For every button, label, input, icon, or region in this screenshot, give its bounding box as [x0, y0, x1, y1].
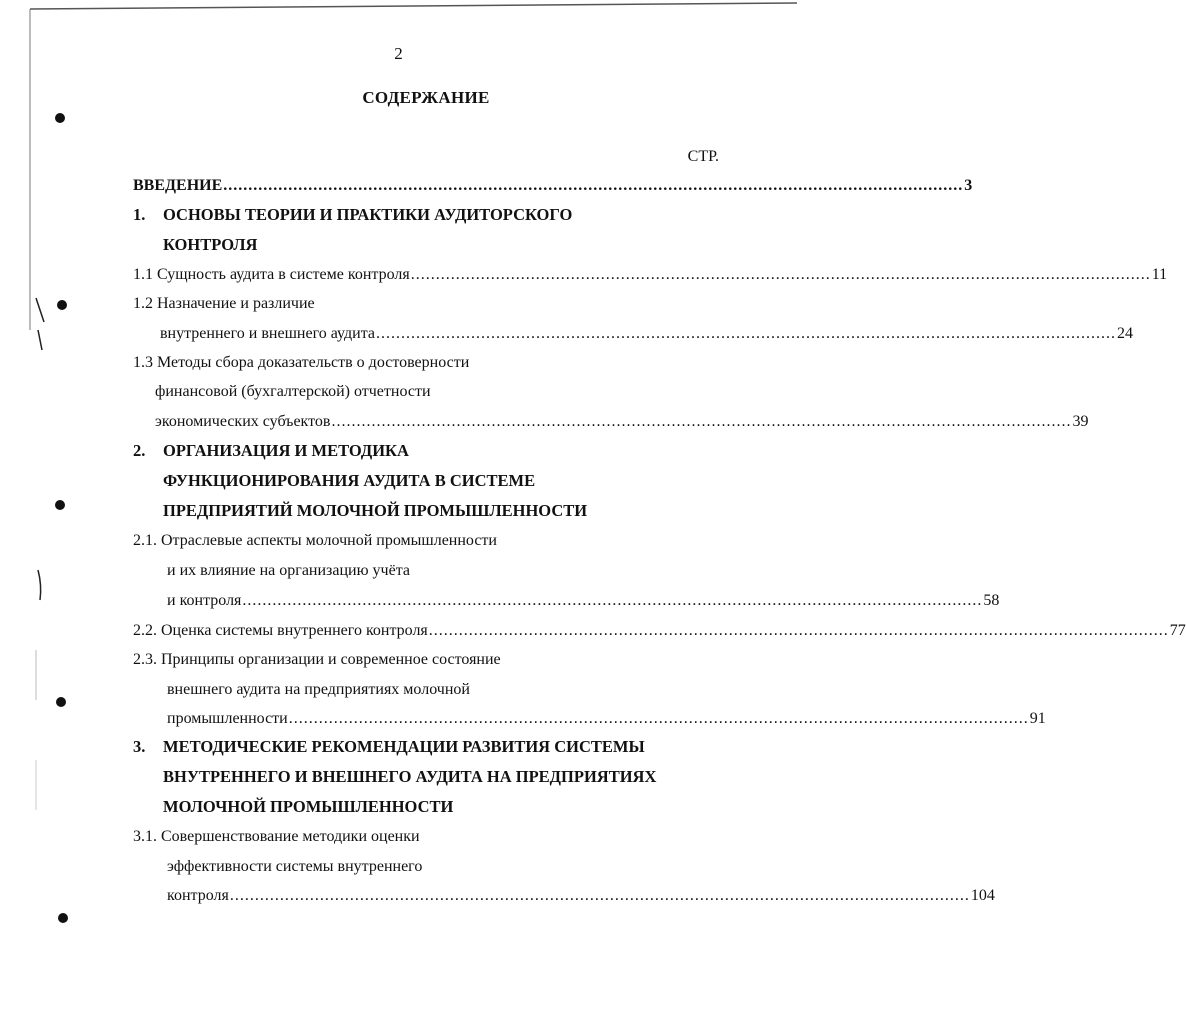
entry-page: 24 — [1117, 325, 1133, 342]
entry-page: 58 — [983, 592, 1000, 609]
chapter-title: ОРГАНИЗАЦИЯ И МЕТОДИКА — [163, 441, 409, 460]
page-column-label: СТР. — [687, 148, 719, 165]
toc-section-2-2 — [133, 621, 1186, 641]
toc-chapter-3-cont: ВНУТРЕННЕГО И ВНЕШНЕГО АУДИТА НА ПРЕДПРИЯТИЯХ — [163, 767, 657, 786]
toc-section-2-1-cont — [167, 591, 1000, 611]
toc-section-1-2: 1.2 Назначение и различие — [133, 295, 315, 312]
entry-page: 39 — [1072, 413, 1089, 430]
toc-section-3-1: 3.1. Совершенствование методики оценки — [133, 828, 420, 845]
toc-section-3-1-cont: эффективности системы внутреннего — [167, 858, 423, 875]
entry-page: 11 — [1151, 266, 1168, 283]
entry-page: 104 — [970, 887, 995, 904]
toc-section-3-1-cont — [167, 886, 995, 906]
toc-chapter-2-cont: ПРЕДПРИЯТИЙ МОЛОЧНОЙ ПРОМЫШЛЕННОСТИ — [163, 501, 588, 520]
toc-title: СОДЕРЖАНИЕ — [362, 88, 490, 107]
leader-dots: .................................................................................................................................................... — [410, 266, 1151, 283]
chapter-title: МЕТОДИЧЕСКИЕ РЕКОМЕНДАЦИИ РАЗВИТИЯ СИСТЕМЫ — [163, 737, 645, 756]
scan-streak — [38, 570, 41, 600]
toc-chapter-1-cont: КОНТРОЛЯ — [163, 235, 258, 254]
toc-section-1-1 — [133, 265, 1168, 285]
entry-text: 2.2. Оценка системы внутреннего контроля — [133, 622, 428, 639]
leader-dots: .................................................................................................................................................... — [428, 622, 1169, 639]
entry-text: промышленности — [167, 710, 288, 727]
toc-chapter-1 — [133, 205, 572, 225]
entry-text: контроля — [167, 887, 229, 904]
scan-streak — [36, 298, 44, 350]
leader-dots: .................................................................................................................................................... — [288, 710, 1029, 727]
page-number: 2 — [394, 44, 403, 63]
toc-section-1-2-cont — [160, 324, 1133, 344]
binder-hole-mark — [58, 913, 68, 923]
entry-page: 77 — [1169, 622, 1186, 639]
binder-hole-mark — [57, 300, 67, 310]
entry-page: 3 — [964, 177, 973, 194]
entry-page: 91 — [1029, 710, 1046, 727]
leader-dots: .................................................................................................................................................... — [223, 177, 964, 194]
toc-section-2-3-cont — [167, 709, 1046, 729]
leader-dots: .................................................................................................................................................... — [242, 592, 983, 609]
toc-chapter-3-cont: МОЛОЧНОЙ ПРОМЫШЛЕННОСТИ — [163, 797, 454, 816]
chapter-number: 3. — [133, 737, 146, 756]
toc-entry-introduction — [133, 176, 973, 196]
chapter-number: 2. — [133, 441, 146, 460]
chapter-number: 1. — [133, 205, 146, 224]
toc-chapter-2 — [133, 441, 409, 461]
binder-hole-mark — [56, 697, 66, 707]
binder-hole-mark — [55, 500, 65, 510]
toc-section-2-3: 2.3. Принципы организации и современное состояние — [133, 651, 501, 668]
toc-section-2-1: 2.1. Отраслевые аспекты молочной промышленности — [133, 532, 497, 549]
toc-section-2-1-cont: и их влияние на организацию учёта — [167, 562, 410, 579]
leader-dots: .................................................................................................................................................... — [376, 325, 1116, 342]
toc-chapter-3 — [133, 737, 645, 757]
scan-top-border — [30, 3, 797, 9]
entry-text: внутреннего и внешнего аудита — [160, 325, 375, 342]
toc-section-1-3-cont: финансовой (бухгалтерской) отчетности — [155, 383, 431, 400]
entry-text: ВВЕДЕНИЕ — [133, 177, 223, 194]
toc-section-1-3-cont — [155, 412, 1089, 432]
chapter-title: ОСНОВЫ ТЕОРИИ И ПРАКТИКИ АУДИТОРСКОГО — [163, 205, 573, 224]
entry-text: 1.1 Сущность аудита в системе контроля — [133, 266, 410, 283]
entry-text: экономических субъектов — [155, 413, 331, 430]
leader-dots: .................................................................................................................................................... — [229, 887, 970, 904]
toc-section-2-3-cont: внешнего аудита на предприятиях молочной — [167, 681, 470, 698]
leader-dots: .................................................................................................................................................... — [331, 413, 1072, 430]
entry-text: и контроля — [167, 592, 242, 609]
toc-chapter-2-cont: ФУНКЦИОНИРОВАНИЯ АУДИТА В СИСТЕМЕ — [163, 471, 536, 490]
binder-hole-mark — [55, 113, 65, 123]
toc-section-1-3: 1.3 Методы сбора доказательств о достоверности — [133, 354, 470, 371]
